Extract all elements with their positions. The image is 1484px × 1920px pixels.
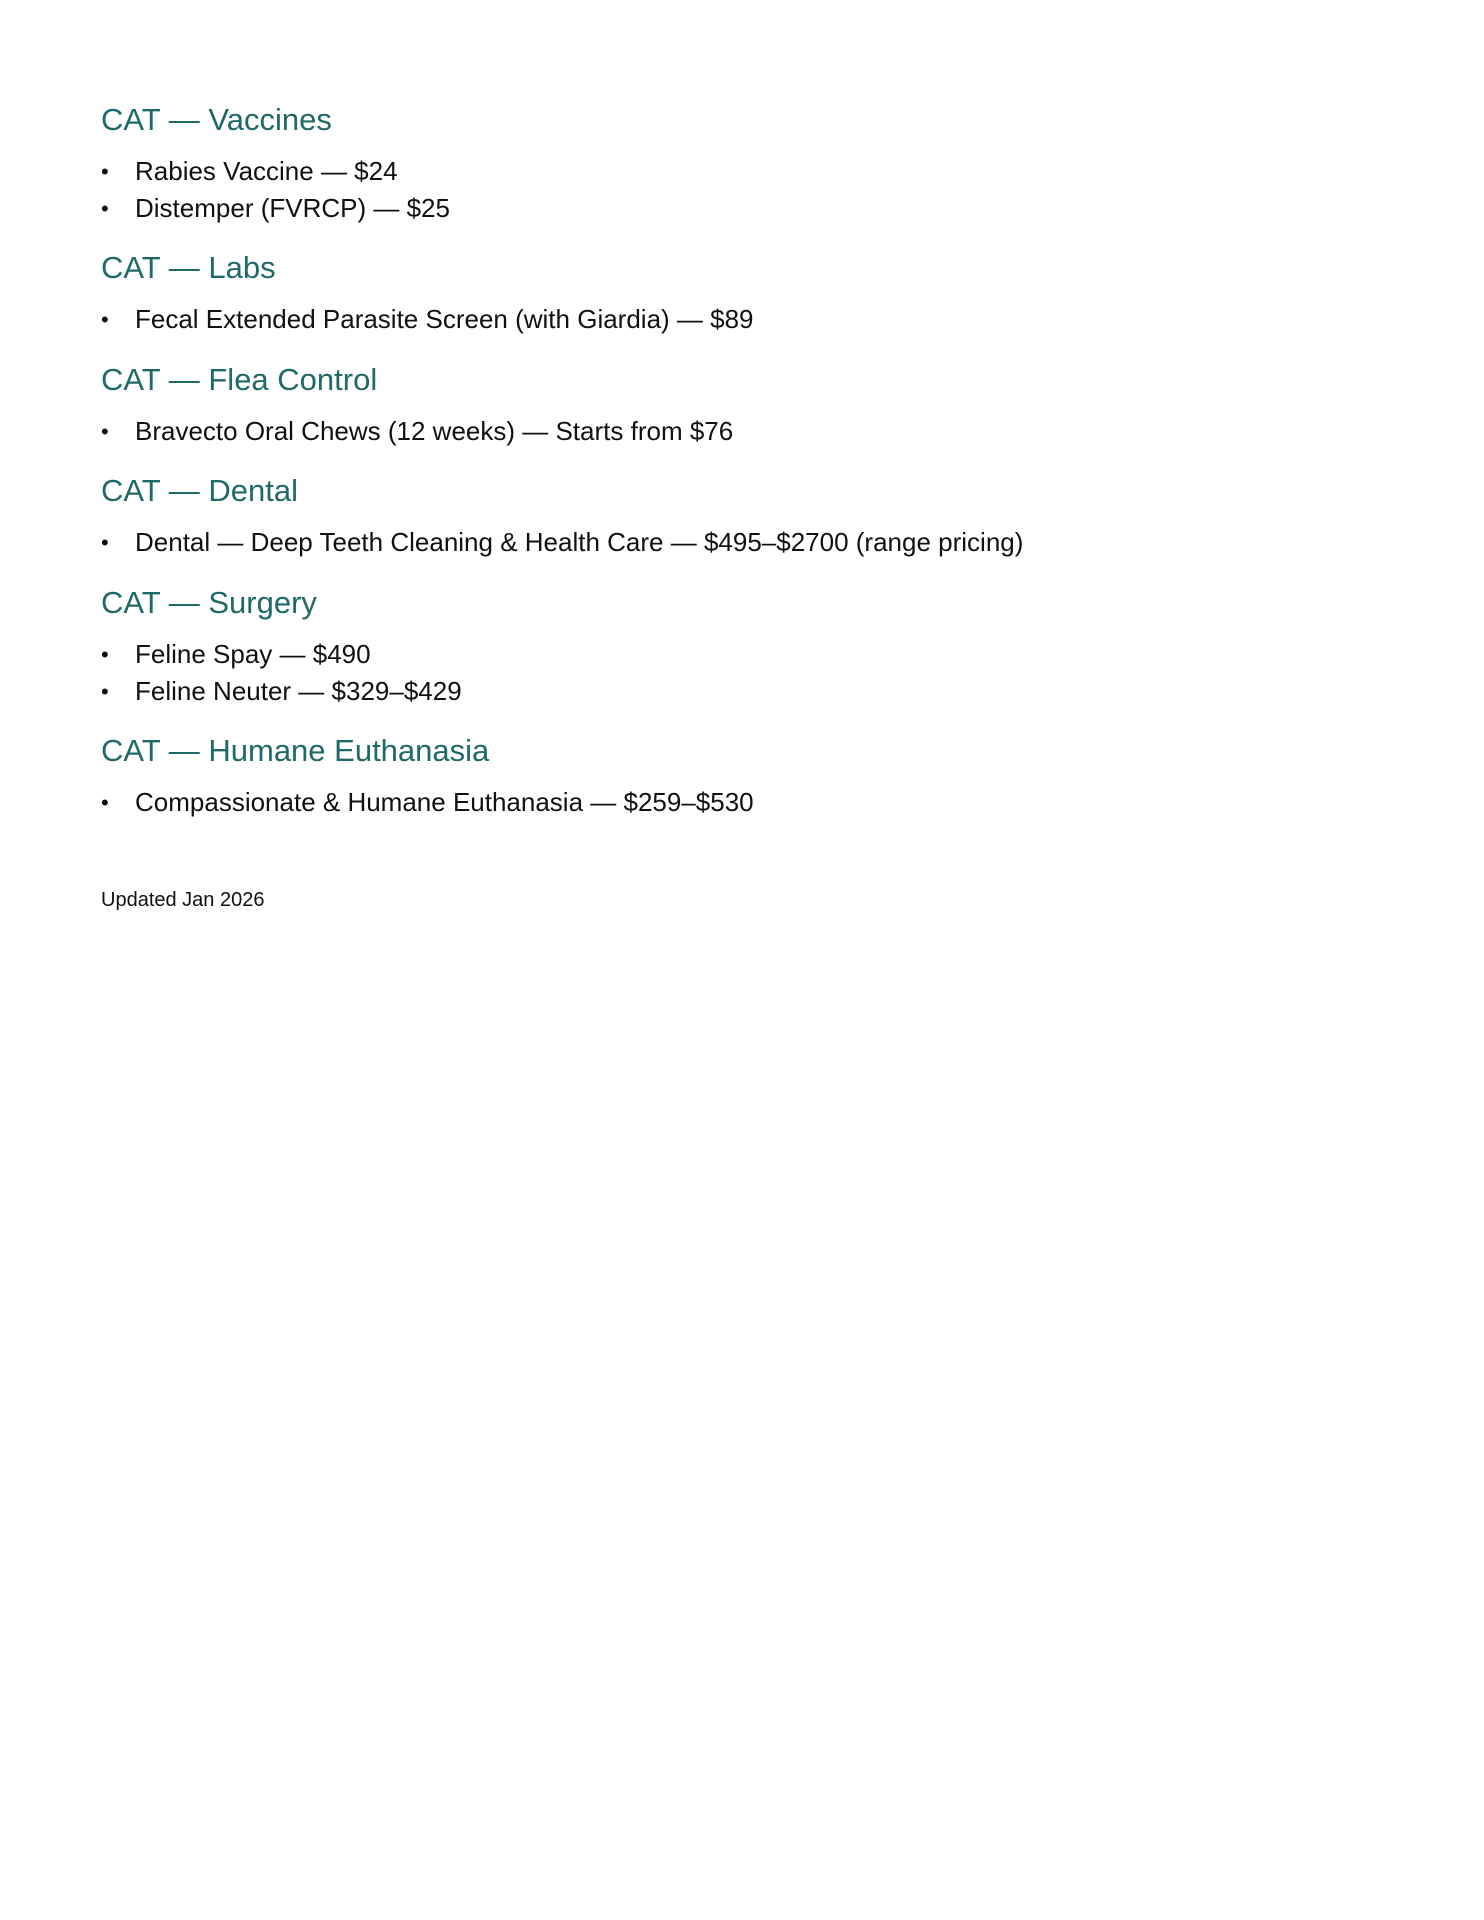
list-item [101,301,1023,338]
section [101,102,1023,227]
service-text: Feline Neuter — $329–$429 [135,675,462,706]
list-item [101,636,1023,673]
service-list [101,524,1023,561]
service-text: Compassionate & Humane Euthanasia — $259–$530 [135,787,754,817]
section-heading: CAT — Flea Control [101,361,378,397]
bullet-icon: • [101,678,109,704]
section [101,585,1023,710]
price-list-document [101,102,1023,913]
service-text: Bravecto Oral Chews (12 weeks) — Starts from $76 [135,415,734,446]
bullet-icon: • [101,307,109,332]
section-heading: CAT — Humane Euthanasia [101,733,490,768]
service-list [101,153,1023,227]
section-heading: CAT — Vaccines [101,101,332,137]
list-item [101,673,1023,710]
section [101,250,1023,338]
bullet-icon: • [101,418,109,444]
service-list [101,301,1023,338]
bullet-icon: • [101,641,109,667]
section-heading: CAT — Surgery [101,584,317,620]
service-text: Dental — Deep Teeth Cleaning & Health Care — $495–$2700 (range pricing) [135,527,1024,557]
service-text: Feline Spay — $490 [135,638,371,669]
list-item [101,413,1023,450]
service-list [101,636,1023,710]
service-list [101,413,1023,450]
bullet-icon: • [101,195,109,221]
service-text: Distemper (FVRCP) — $25 [135,192,450,223]
list-item [101,524,1023,561]
list-item [101,190,1023,227]
bullet-icon: • [101,530,109,555]
bullet-icon: • [101,158,109,184]
bullet-icon: • [101,790,109,815]
section [101,362,1023,450]
service-list [101,784,1023,821]
list-item [101,153,1023,190]
updated-note: Updated Jan 2026 [101,889,265,911]
section [101,733,1023,821]
service-text: Fecal Extended Parasite Screen (with Giardia) — $89 [135,304,754,334]
service-text: Rabies Vaccine — $24 [135,155,398,186]
section [101,473,1023,561]
section-heading: CAT — Dental [101,473,298,508]
section-heading: CAT — Labs [101,250,276,285]
list-item [101,784,1023,821]
